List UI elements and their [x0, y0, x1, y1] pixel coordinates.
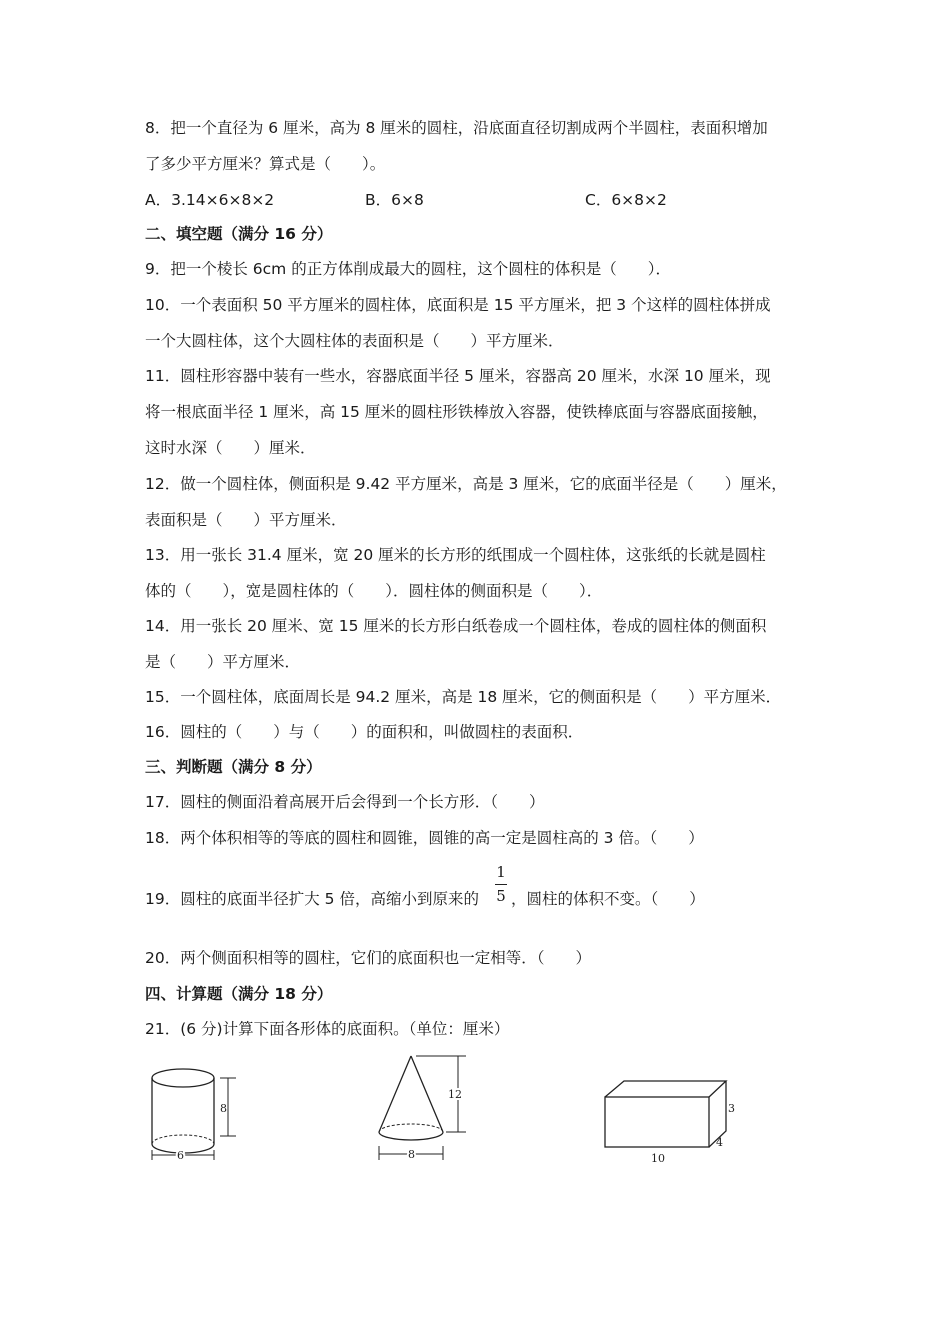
question-21: 21．(6 分)计算下面各形体的底面积。（单位：厘米）	[145, 1020, 510, 1038]
q12-line-1: 12．做一个圆柱体，侧面积是 9.42 平方厘米，高是 3 厘米，它的底面半径是（ ）厘米，	[145, 475, 787, 493]
section-4-heading: 四、计算题（满分 18 分）	[145, 985, 333, 1003]
q11-line-2: 将一根底面半径 1 厘米，高 15 厘米的圆柱形铁棒放入容器，使铁棒底面与容器底面接触，	[145, 403, 768, 421]
section-3-heading: 三、判断题（满分 8 分）	[145, 758, 322, 776]
question-18: 18．两个体积相等的等底的圆柱和圆锥，圆锥的高一定是圆柱高的 3 倍。（ ）	[145, 829, 704, 847]
q19-fraction-denominator: 5	[496, 887, 506, 905]
cylinder-figure	[140, 1060, 250, 1170]
cone-height-label: 12	[448, 1088, 462, 1101]
q19-text-before: 19．圆柱的底面半径扩大 5 倍，高缩小到原来的	[145, 890, 479, 908]
q19-text-after: ，圆柱的体积不变。（ ）	[511, 890, 705, 908]
q11-line-3: 这时水深（ ）厘米．	[145, 439, 316, 457]
cuboid-figure	[595, 1070, 745, 1170]
q12-line-2: 表面积是（ ）平方厘米．	[145, 511, 347, 529]
cylinder-height-label: 8	[220, 1102, 227, 1115]
q14-line-1: 14．用一张长 20 厘米、宽 15 厘米的长方形白纸卷成一个圆柱体，卷成的圆柱体的侧面积	[145, 617, 767, 635]
q14-line-2: 是（ ）平方厘米．	[145, 653, 301, 671]
q8-line-1: 8．把一个直径为 6 厘米，高为 8 厘米的圆柱，沿底面直径切割成两个半圆柱，表面积增加	[145, 119, 768, 137]
question-17: 17．圆柱的侧面沿着高展开后会得到一个长方形．（ ）	[145, 793, 545, 811]
q19-fraction-numerator: 1	[496, 863, 506, 881]
cuboid-width-label: 4	[716, 1136, 723, 1149]
q8-option-a: A．3.14×6×8×2	[145, 191, 275, 209]
cuboid-length-label: 10	[651, 1152, 665, 1165]
cone-figure	[370, 1050, 480, 1170]
q19-fraction-bar	[495, 884, 507, 885]
q13-line-1: 13．用一张长 31.4 厘米，宽 20 厘米的长方形的纸围成一个圆柱体，这张纸的长就是圆柱	[145, 546, 766, 564]
question-20: 20．两个侧面积相等的圆柱，它们的底面积也一定相等．（ ）	[145, 949, 591, 967]
q8-option-b: B．6×8	[365, 191, 424, 209]
cuboid-height-label: 3	[728, 1102, 735, 1115]
q10-line-1: 10．一个表面积 50 平方厘米的圆柱体，底面积是 15 平方厘米，把 3 个这样的圆柱体拼成	[145, 296, 771, 314]
q8-line-2: 了多少平方厘米？算式是（ ）。	[145, 155, 386, 173]
question-15: 15．一个圆柱体，底面周长是 94.2 厘米，高是 18 厘米，它的侧面积是（ ）平方厘米．	[145, 688, 782, 706]
question-16: 16．圆柱的（ ）与（ ）的面积和，叫做圆柱的表面积．	[145, 723, 584, 741]
q11-line-1: 11．圆柱形容器中装有一些水，容器底面半径 5 厘米，容器高 20 厘米，水深 10 厘米，现	[145, 367, 771, 385]
cylinder-diameter-label: 6	[177, 1149, 184, 1162]
q8-option-c: C．6×8×2	[585, 191, 667, 209]
q13-line-2: 体的（ ），宽是圆柱体的（ ）．圆柱体的侧面积是（ ）．	[145, 582, 603, 600]
cone-diameter-label: 8	[408, 1148, 415, 1161]
q10-line-2: 一个大圆柱体，这个大圆柱体的表面积是（ ）平方厘米．	[145, 332, 564, 350]
question-9: 9．把一个棱长 6cm 的正方体削成最大的圆柱，这个圆柱的体积是（ ）．	[145, 260, 671, 278]
section-2-heading: 二、填空题（满分 16 分）	[145, 225, 333, 243]
